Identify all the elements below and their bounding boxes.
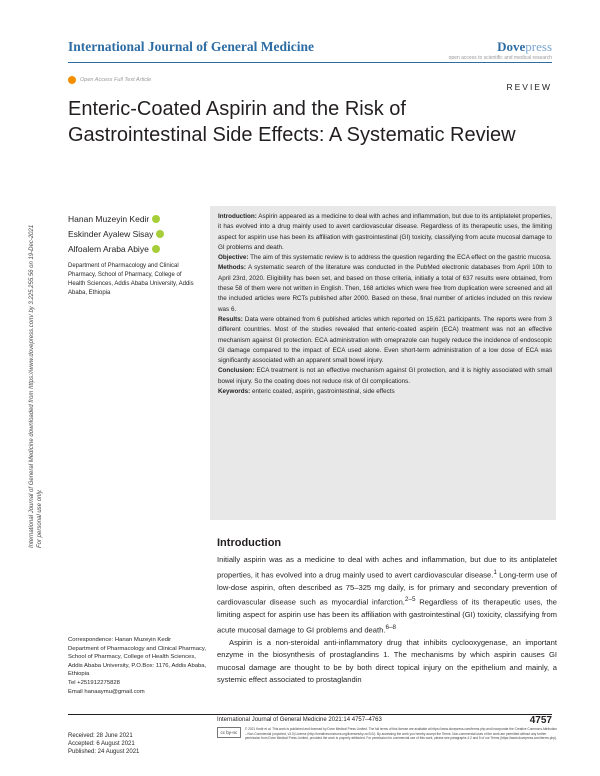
open-access-text: Open Access Full Text Article [80, 77, 152, 83]
date-received: Received: 28 June 2021 [68, 733, 133, 739]
section-heading: Introduction [217, 537, 282, 549]
license-block [217, 727, 557, 741]
introduction-body [217, 554, 557, 687]
corr-email[interactable]: Email hanaaymu@gmail.com [68, 688, 145, 695]
article-type: REVIEW [506, 82, 552, 92]
journal-title[interactable]: International Journal of General Medicine [68, 39, 314, 54]
open-access-label [68, 76, 151, 84]
intro-p2: Aspirin is a non-steroidal anti-inflammatory drug that inhibits cyclooxygenase, an important enzyme in the biosynthesis of prostaglandins 1. The mechanisms by which aspirin causes GI mucosal damage are thought to be by both direct topical injury on the epithelium and mainly, a systemic effect associated to prostaglandin [217, 637, 557, 685]
abstract-methods-label: Methods: [218, 264, 246, 272]
citation-link[interactable]: 6–8 [385, 623, 396, 631]
abstract-keywords: enteric coated, aspirin, gastrointestinal, side effects [251, 388, 395, 396]
abstract-intro: Aspirin appeared as a medicine to deal with aches and inflammation, but due to its antiplatelet properties, it has evolved into a drug mainly used to avert cardiovascular disease. Regardless of its therapeutic uses, the limiting aspect for aspirin use has been its affiliation with gastrointestinal (GI) toxicity, classifying from acute mucosal damage to GI problems and death. [218, 213, 553, 251]
side-text-line-1: International Journal of General Medicine downloaded from https://www.dovepress.com/ by 3.225.255.56 on 19-Dec-2021 [29, 224, 35, 548]
date-accepted: Accepted: 6 August 2021 [68, 741, 135, 747]
abstract-intro-label: Introduction: [218, 213, 257, 220]
article-title [68, 96, 548, 148]
intro-p1c: Regardless of its therapeutic uses, the limiting aspect for aspirin use has been its affiliation with gastrointestinal (GI) toxicity, classifying from acute mucosal damage to GI problems and death. [217, 597, 557, 635]
corr-line-1: Correspondence: Hanan Muzeyin Kedir [68, 637, 172, 643]
publisher-logo[interactable] [497, 39, 552, 55]
title-line-2: Gastrointestinal Side Effects: A Systematic Review [68, 124, 516, 146]
title-line-1: Enteric-Coated Aspirin and the Risk of [68, 98, 406, 120]
citation-link[interactable]: 2–5 [404, 596, 416, 604]
page-number: 4757 [529, 715, 552, 726]
open-access-icon [68, 76, 76, 84]
article-dates [68, 732, 139, 756]
author-name: Eskinder Ayalew Sisay [68, 229, 154, 239]
publisher-tagline: open access to scientific and medical research [448, 55, 552, 61]
correspondence [68, 636, 208, 696]
author-3 [68, 244, 160, 254]
download-watermark [28, 128, 68, 548]
abstract-results: Data were obtained from 6 published articles which reported on 15,621 participants. The reports were from 3 different countries. Most of the studies revealed that enteric-coated aspirin (ECA) treatment was not an effective mechanism against GI protection. ECA administration with omeprazole can hugely reduce the incidence of endoscopic GI damage compared to the impact of ECA used alone. Even short-term administration of a low dose of ECA was significantly associated with an apparent small bowel injury. [218, 315, 553, 365]
header-rule [68, 62, 552, 63]
orcid-icon[interactable] [156, 230, 164, 238]
affiliation: Department of Pharmacology and Clinical Pharmacy, School of Pharmacy, College of Health Sciences, Addis Ababa University, Addis Ababa, Ethiopia [68, 263, 194, 296]
date-published: Published: 24 August 2021 [68, 749, 140, 755]
orcid-icon[interactable] [152, 215, 160, 223]
author-name: Hanan Muzeyin Kedir [68, 214, 150, 224]
intro-p1b: Long-term use of low-dose aspirin, often described as 75–325 mg daily, is for primary and secondary prevention of cardiovascular disease such as myocardial infarction. [217, 570, 557, 607]
orcid-icon[interactable] [152, 245, 160, 253]
abstract-methods: A systematic search of the literature was conducted in the PubMed electronic databases from April 10th to April 23rd, 2020. Eligibility has been set, and based on those criteria, initially a total of 637 results were obtained, from these 58 of them were not written in English. Then, 168 articles which were free from duplication were screened and all the included articles were RCTs published after 2000. Based on these, final number of articles included on this review was 6. [218, 264, 552, 313]
corr-line-2: Department of Pharmacology and Clinical Pharmacy, School of Pharmacy, College of Health Sciences, Addis Ababa University, P.O.Box: 1176, Addis Ababa, Ethiopia [68, 645, 207, 678]
abstract-keywords-label: Keywords: [218, 388, 251, 396]
publisher-bold: Dove [497, 39, 526, 54]
cc-license-icon[interactable]: cc by-nc [217, 727, 241, 738]
footer-citation: International Journal of General Medicine 2021:14 4757–4763 [217, 717, 382, 723]
abstract [218, 212, 552, 397]
footer-rule [68, 714, 552, 715]
publisher-light: press [525, 39, 552, 54]
intro-p1a: Initially aspirin was as a medicine to deal with aches and inflammation, but due to its antiplatelet properties, it has evolved into a drug mainly used to avert cardiovascular disease. [217, 555, 557, 580]
abstract-objective-label: Objective: [218, 254, 249, 262]
abstract-results-label: Results: [218, 315, 243, 323]
side-text-line-2: For personal use only. [37, 489, 43, 548]
author-name: Alfoalem Araba Abiye [68, 244, 149, 254]
author-2 [68, 229, 164, 239]
license-text: © 2021 Kedir et al. This work is published and licensed by Dove Medical Press Limited. The full terms of this license are available at https://www.dovepress.com/terms.php and incorporate the Creative Commons Attribution – Non Commercial (unported, v3.0) License (http://creativecommons.org/licenses/by-nc/3.0/). By accessing the work you hereby accept the Terms. Non-commercial uses of the work are permitted without any further permission from Dove Medical Press Limited, provided the work is properly attributed. For permission for commercial use of this work, please see paragraphs 4.2 and 5 of our Terms (https://www.dovepress.com/terms.php). [244, 727, 557, 741]
abstract-conclusion: ECA treatment is not an effective mechanism against GI protection, and it is highly associated with small bowel injury. So the coating does not reduce risk of GI complications. [218, 367, 552, 385]
abstract-conclusion-label: Conclusion: [218, 367, 255, 375]
author-1 [68, 214, 160, 224]
corr-tel: Tel +251912275828 [68, 679, 120, 686]
citation-link[interactable]: 1 [493, 568, 497, 576]
abstract-objective: The aim of this systematic review is to address the question regarding the ECA effect on the gastric mucosa. [250, 254, 552, 262]
